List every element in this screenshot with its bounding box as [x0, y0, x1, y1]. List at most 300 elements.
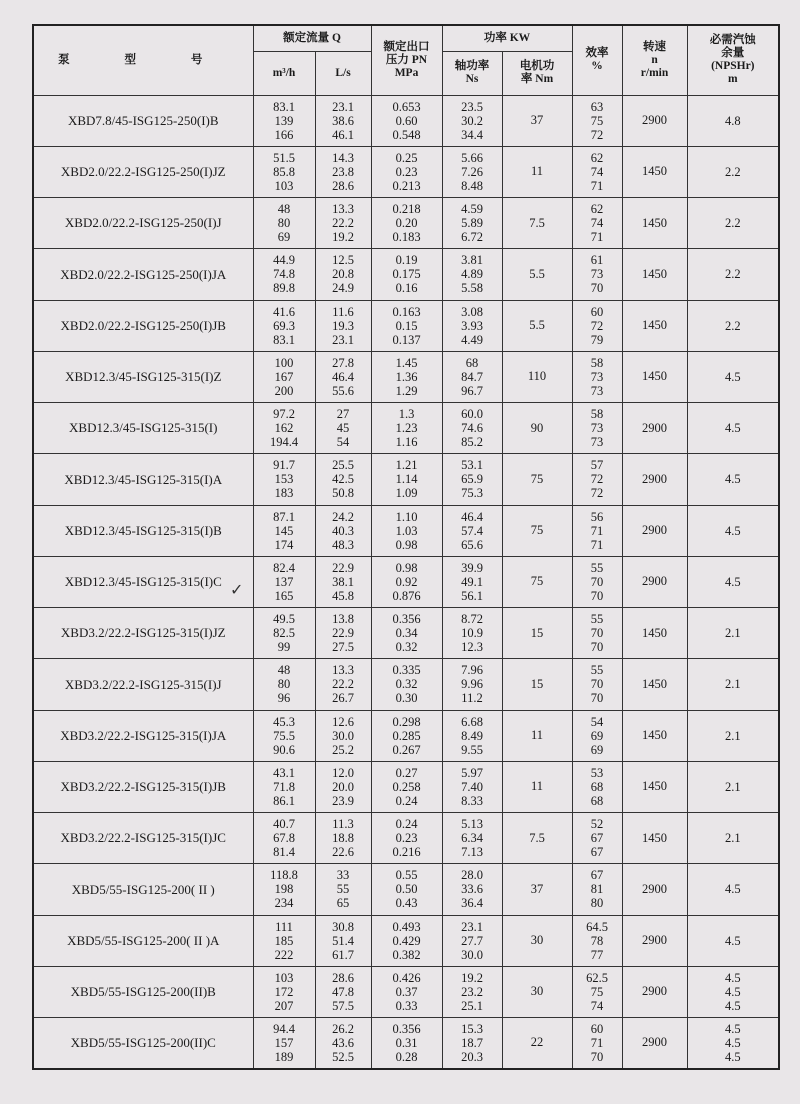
flow-ls-value: 23.8: [332, 164, 354, 179]
flow-ls-cell: [315, 966, 371, 1017]
shaft-power-value: 4.59: [461, 202, 483, 217]
efficiency-value: 64.5: [586, 919, 608, 934]
shaft-power-value: 5.66: [461, 150, 483, 165]
motor-power: 11: [502, 146, 572, 197]
npsh-value: 4.5: [724, 369, 741, 384]
pump-model: XBD7.8/45-ISG125-250(I)B: [33, 95, 253, 146]
shaft-power-cell: [442, 915, 502, 966]
flow-m3h-value: 51.5: [273, 150, 295, 165]
pressure-cell: [371, 659, 442, 710]
pressure-cell: [371, 1018, 442, 1070]
flow-m3h-value: 207: [274, 998, 294, 1013]
table-row: [33, 761, 779, 812]
flow-ls-cell: [315, 915, 371, 966]
flow-ls-value: 22.2: [332, 216, 354, 231]
flow-ls-cell: [315, 249, 371, 300]
npsh-cell: [687, 761, 779, 812]
pressure-cell: [371, 146, 442, 197]
flow-ls-value: 55: [336, 882, 350, 897]
efficiency-value: 58: [590, 355, 604, 370]
flow-m3h-value: 174: [274, 537, 294, 552]
flow-ls-value: 45: [336, 421, 350, 436]
flow-ls-cell: [315, 556, 371, 607]
flow-ls-value: 65: [336, 896, 350, 911]
efficiency-cell: [572, 710, 622, 761]
flow-ls-cell: [315, 403, 371, 454]
pressure-value: 0.55: [395, 868, 418, 883]
pressure-cell: [371, 351, 442, 402]
flow-m3h-value: 189: [274, 1050, 294, 1064]
flow-ls-value: 11.6: [332, 304, 354, 319]
npsh-value: 4.5: [724, 1022, 741, 1036]
pump-spec-table: [32, 24, 780, 1070]
shaft-power-value: 3.93: [461, 318, 483, 333]
shaft-power-cell: [442, 249, 502, 300]
pressure-value: 0.23: [395, 831, 418, 846]
header-efficiency-line: %: [591, 60, 603, 73]
flow-ls-value: 43.6: [332, 1036, 354, 1050]
npsh-value: 2.1: [724, 728, 741, 743]
pressure-value: 1.10: [395, 509, 418, 524]
flow-ls-value: 48.3: [332, 537, 354, 552]
efficiency-value: 74: [590, 164, 604, 179]
efficiency-cell: [572, 966, 622, 1017]
header-speed-line: n: [651, 53, 658, 66]
npsh-cell: [687, 95, 779, 146]
efficiency-value: 55: [590, 663, 604, 678]
flow-m3h-value: 194.4: [269, 435, 299, 450]
flow-ls-value: 19.2: [332, 230, 354, 245]
efficiency-value: 70: [590, 626, 604, 641]
shaft-power-value: 8.49: [461, 728, 483, 743]
pump-model: XBD2.0/22.2-ISG125-250(I)JA: [33, 249, 253, 300]
flow-ls-cell: [315, 198, 371, 249]
efficiency-value: 73: [590, 421, 604, 436]
header-shaft-line: Ns: [465, 73, 479, 85]
flow-ls-value: 55.6: [332, 383, 354, 398]
efficiency-value: 55: [590, 612, 604, 627]
flow-m3h-value: 81.4: [273, 845, 295, 860]
flow-m3h-cell: [253, 915, 315, 966]
header-npsh-line: m: [727, 73, 738, 86]
pressure-value: 0.19: [395, 253, 418, 268]
pressure-value: 0.216: [392, 845, 421, 860]
flow-ls-value: 13.8: [332, 612, 354, 627]
efficiency-value: 71: [590, 178, 604, 193]
flow-m3h-value: 83.1: [273, 332, 295, 347]
motor-power: 37: [502, 95, 572, 146]
flow-ls-value: 27: [336, 407, 350, 422]
pressure-value: 0.426: [392, 970, 421, 985]
npsh-cell: [687, 198, 779, 249]
efficiency-cell: [572, 813, 622, 864]
npsh-value: 4.5: [724, 970, 741, 985]
npsh-cell: [687, 249, 779, 300]
flow-m3h-cell: [253, 300, 315, 351]
flow-m3h-value: 103: [274, 178, 294, 193]
pressure-cell: [371, 813, 442, 864]
speed: 1450: [622, 710, 687, 761]
flow-ls-cell: [315, 351, 371, 402]
header-flow-m3h: m³/h: [253, 51, 315, 95]
flow-m3h-value: 48: [277, 663, 291, 678]
pump-model: XBD2.0/22.2-ISG125-250(I)JB: [33, 300, 253, 351]
header-npsh-line: 余量: [721, 47, 745, 60]
efficiency-value: 54: [590, 714, 604, 729]
shaft-power-value: 33.6: [461, 882, 483, 897]
shaft-power-value: 23.2: [461, 984, 483, 999]
pressure-value: 0.137: [392, 332, 421, 347]
efficiency-cell: [572, 454, 622, 505]
flow-ls-value: 23.1: [332, 99, 354, 114]
npsh-cell: [687, 813, 779, 864]
npsh-value: 2.2: [724, 267, 741, 282]
shaft-power-cell: [442, 95, 502, 146]
npsh-value: 2.2: [724, 164, 741, 179]
shaft-power-value: 25.1: [461, 998, 483, 1013]
efficiency-value: 71: [590, 1036, 604, 1050]
flow-m3h-value: 86.1: [273, 793, 295, 808]
flow-ls-value: 20.8: [332, 267, 354, 282]
shaft-power-value: 10.9: [461, 626, 483, 641]
pressure-value: 0.34: [395, 626, 418, 641]
npsh-value: 4.5: [724, 421, 741, 436]
shaft-power-value: 23.5: [461, 99, 483, 114]
flow-m3h-cell: [253, 505, 315, 556]
pump-model: XBD3.2/22.2-ISG125-315(I)JB: [33, 761, 253, 812]
flow-ls-value: 19.3: [332, 318, 354, 333]
pump-model: XBD5/55-ISG125-200( II )A: [33, 915, 253, 966]
efficiency-value: 57: [590, 458, 604, 473]
pump-model: XBD12.3/45-ISG125-315(I)B: [33, 505, 253, 556]
flow-m3h-value: 100: [274, 355, 294, 370]
header-motor-power: [502, 51, 572, 95]
pressure-value: 0.267: [392, 742, 421, 757]
shaft-power-value: 5.89: [461, 216, 483, 231]
shaft-power-value: 60.0: [461, 407, 483, 422]
shaft-power-cell: [442, 403, 502, 454]
table-row: [33, 146, 779, 197]
pressure-value: 0.298: [392, 714, 421, 729]
shaft-power-value: 34.4: [461, 127, 483, 142]
efficiency-value: 52: [590, 817, 604, 832]
flow-m3h-cell: [253, 198, 315, 249]
flow-ls-cell: [315, 659, 371, 710]
flow-ls-value: 22.9: [332, 626, 354, 641]
flow-m3h-value: 137: [274, 574, 294, 589]
flow-m3h-value: 111: [275, 919, 293, 934]
efficiency-value: 70: [590, 574, 604, 589]
flow-ls-value: 20.0: [332, 779, 354, 794]
flow-m3h-value: 80: [277, 677, 291, 692]
pump-model: XBD5/55-ISG125-200(II)C: [33, 1018, 253, 1070]
flow-ls-value: 51.4: [332, 933, 354, 948]
shaft-power-value: 46.4: [461, 509, 483, 524]
motor-power: 30: [502, 915, 572, 966]
pressure-value: 0.285: [392, 728, 421, 743]
table-row: [33, 505, 779, 556]
shaft-power-value: 3.81: [461, 253, 483, 268]
pressure-value: 0.16: [395, 281, 418, 296]
efficiency-value: 71: [590, 523, 604, 538]
flow-ls-value: 42.5: [332, 472, 354, 487]
flow-m3h-cell: [253, 556, 315, 607]
motor-power: 5.5: [502, 249, 572, 300]
pressure-value: 0.493: [392, 919, 421, 934]
efficiency-value: 70: [590, 677, 604, 692]
flow-m3h-value: 83.1: [273, 99, 295, 114]
npsh-value: 4.5: [724, 472, 741, 487]
efficiency-value: 67: [590, 845, 604, 860]
pump-model: XBD3.2/22.2-ISG125-315(I)JA: [33, 710, 253, 761]
pressure-value: 0.175: [392, 267, 421, 282]
table-row: [33, 454, 779, 505]
flow-m3h-value: 234: [274, 896, 294, 911]
speed: 1450: [622, 146, 687, 197]
table-row: [33, 864, 779, 915]
flow-m3h-value: 40.7: [273, 817, 295, 832]
motor-power: 75: [502, 454, 572, 505]
pressure-value: 0.43: [395, 896, 418, 911]
flow-ls-value: 61.7: [332, 947, 354, 962]
efficiency-value: 69: [590, 728, 604, 743]
npsh-cell: [687, 300, 779, 351]
flow-ls-cell: [315, 505, 371, 556]
shaft-power-value: 23.1: [461, 919, 483, 934]
flow-m3h-cell: [253, 813, 315, 864]
flow-m3h-value: 183: [274, 486, 294, 501]
shaft-power-value: 30.2: [461, 113, 483, 128]
efficiency-value: 70: [590, 281, 604, 296]
shaft-power-value: 19.2: [461, 970, 483, 985]
efficiency-value: 71: [590, 230, 604, 245]
efficiency-value: 70: [590, 588, 604, 603]
table-row: [33, 198, 779, 249]
npsh-value: 2.2: [724, 216, 741, 231]
npsh-value: 4.5: [724, 1050, 741, 1064]
efficiency-cell: [572, 915, 622, 966]
efficiency-value: 73: [590, 435, 604, 450]
header-npsh-line: (NPSHr): [711, 60, 755, 73]
shaft-power-cell: [442, 146, 502, 197]
flow-ls-cell: [315, 95, 371, 146]
efficiency-cell: [572, 556, 622, 607]
efficiency-value: 53: [590, 765, 604, 780]
table-row: [33, 966, 779, 1017]
flow-ls-cell: [315, 300, 371, 351]
pressure-cell: [371, 710, 442, 761]
flow-ls-value: 18.8: [332, 831, 354, 846]
flow-m3h-value: 166: [274, 127, 294, 142]
motor-power: 90: [502, 403, 572, 454]
flow-ls-value: 38.6: [332, 113, 354, 128]
flow-m3h-value: 165: [274, 588, 294, 603]
efficiency-value: 67: [590, 831, 604, 846]
flow-ls-value: 13.3: [332, 663, 354, 678]
flow-ls-value: 26.7: [332, 691, 354, 706]
efficiency-value: 55: [590, 560, 604, 575]
pressure-cell: [371, 915, 442, 966]
efficiency-value: 71: [590, 537, 604, 552]
efficiency-value: 72: [590, 486, 604, 501]
shaft-power-value: 96.7: [461, 383, 483, 398]
flow-m3h-value: 82.4: [273, 560, 295, 575]
shaft-power-value: 68: [465, 355, 479, 370]
flow-ls-value: 47.8: [332, 984, 354, 999]
efficiency-cell: [572, 249, 622, 300]
shaft-power-value: 84.7: [461, 369, 483, 384]
table-row: [33, 659, 779, 710]
shaft-power-cell: [442, 761, 502, 812]
efficiency-value: 68: [590, 779, 604, 794]
flow-m3h-value: 162: [274, 421, 294, 436]
flow-m3h-value: 96: [277, 691, 291, 706]
pressure-value: 0.20: [395, 216, 418, 231]
shaft-power-value: 75.3: [461, 486, 483, 501]
efficiency-cell: [572, 864, 622, 915]
pressure-value: 1.23: [395, 421, 418, 436]
table-row: [33, 915, 779, 966]
pressure-cell: [371, 505, 442, 556]
flow-m3h-value: 99: [277, 640, 291, 655]
flow-m3h-value: 48: [277, 202, 291, 217]
efficiency-value: 63: [590, 99, 604, 114]
shaft-power-value: 7.40: [461, 779, 483, 794]
efficiency-value: 78: [590, 933, 604, 948]
motor-power: 75: [502, 505, 572, 556]
header-shaft-line: 轴功率: [454, 60, 490, 72]
flow-m3h-cell: [253, 403, 315, 454]
npsh-cell: [687, 556, 779, 607]
shaft-power-value: 30.0: [461, 947, 483, 962]
table-row: [33, 556, 779, 607]
flow-m3h-value: 44.9: [273, 253, 295, 268]
flow-ls-cell: [315, 146, 371, 197]
flow-m3h-cell: [253, 710, 315, 761]
efficiency-cell: [572, 351, 622, 402]
flow-ls-value: 11.3: [332, 817, 354, 832]
flow-m3h-value: 69.3: [273, 318, 295, 333]
pump-model: XBD2.0/22.2-ISG125-250(I)JZ: [33, 146, 253, 197]
shaft-power-cell: [442, 300, 502, 351]
pressure-value: 0.98: [395, 537, 418, 552]
flow-m3h-value: 153: [274, 472, 294, 487]
pressure-value: 0.28: [395, 1050, 418, 1064]
flow-m3h-value: 71.8: [273, 779, 295, 794]
efficiency-value: 74: [590, 216, 604, 231]
efficiency-cell: [572, 95, 622, 146]
npsh-cell: [687, 915, 779, 966]
shaft-power-cell: [442, 864, 502, 915]
shaft-power-cell: [442, 505, 502, 556]
flow-ls-value: 12.0: [332, 765, 354, 780]
efficiency-value: 60: [590, 1022, 604, 1036]
flow-ls-value: 45.8: [332, 588, 354, 603]
npsh-cell: [687, 146, 779, 197]
pump-model: XBD12.3/45-ISG125-315(I)Z: [33, 351, 253, 402]
flow-ls-value: 28.6: [332, 970, 354, 985]
shaft-power-value: 18.7: [461, 1036, 483, 1050]
efficiency-value: 70: [590, 640, 604, 655]
npsh-cell: [687, 505, 779, 556]
efficiency-value: 68: [590, 793, 604, 808]
pressure-value: 0.258: [392, 779, 421, 794]
flow-ls-value: 40.3: [332, 523, 354, 538]
efficiency-value: 58: [590, 407, 604, 422]
flow-m3h-value: 45.3: [273, 714, 295, 729]
header-pressure-line: 压力 PN: [385, 53, 428, 66]
shaft-power-value: 28.0: [461, 868, 483, 883]
pressure-cell: [371, 454, 442, 505]
shaft-power-value: 9.55: [461, 742, 483, 757]
pump-model: XBD3.2/22.2-ISG125-315(I)J: [33, 659, 253, 710]
flow-m3h-cell: [253, 146, 315, 197]
header-npsh: [687, 25, 779, 95]
pressure-value: 1.09: [395, 486, 418, 501]
pump-model: XBD3.2/22.2-ISG125-315(I)JZ: [33, 608, 253, 659]
shaft-power-value: 74.6: [461, 421, 483, 436]
table-row: [33, 351, 779, 402]
npsh-value: 4.5: [724, 1036, 741, 1050]
pressure-value: 0.30: [395, 691, 418, 706]
shaft-power-cell: [442, 198, 502, 249]
pressure-cell: [371, 300, 442, 351]
flow-m3h-value: 185: [274, 933, 294, 948]
shaft-power-value: 20.3: [461, 1050, 483, 1064]
efficiency-value: 72: [590, 127, 604, 142]
flow-ls-value: 50.8: [332, 486, 354, 501]
pressure-cell: [371, 966, 442, 1017]
speed: 2900: [622, 95, 687, 146]
table-row: [33, 95, 779, 146]
pressure-value: 0.15: [395, 318, 418, 333]
flow-ls-value: 54: [336, 435, 350, 450]
shaft-power-value: 85.2: [461, 435, 483, 450]
npsh-value: 2.1: [724, 626, 741, 641]
npsh-cell: [687, 403, 779, 454]
flow-ls-value: 27.8: [332, 355, 354, 370]
pressure-value: 1.14: [395, 472, 418, 487]
pressure-value: 0.24: [395, 817, 418, 832]
flow-m3h-value: 41.6: [273, 304, 295, 319]
npsh-value: 4.8: [724, 113, 741, 128]
shaft-power-value: 49.1: [461, 574, 483, 589]
motor-power: 11: [502, 761, 572, 812]
shaft-power-value: 7.13: [461, 845, 483, 860]
pressure-value: 0.32: [395, 640, 418, 655]
npsh-cell: [687, 1018, 779, 1070]
shaft-power-value: 36.4: [461, 896, 483, 911]
header-speed: [622, 25, 687, 95]
flow-ls-value: 30.8: [332, 919, 354, 934]
flow-m3h-cell: [253, 454, 315, 505]
shaft-power-cell: [442, 710, 502, 761]
shaft-power-value: 56.1: [461, 588, 483, 603]
flow-m3h-value: 91.7: [273, 458, 295, 473]
flow-ls-cell: [315, 761, 371, 812]
pressure-cell: [371, 249, 442, 300]
flow-m3h-value: 200: [274, 383, 294, 398]
flow-m3h-value: 43.1: [273, 765, 295, 780]
efficiency-value: 70: [590, 1050, 604, 1064]
flow-m3h-cell: [253, 966, 315, 1017]
table-row: [33, 1018, 779, 1070]
flow-ls-value: 33: [336, 868, 350, 883]
flow-ls-value: 24.2: [332, 509, 354, 524]
shaft-power-value: 7.96: [461, 663, 483, 678]
flow-m3h-value: 82.5: [273, 626, 295, 641]
flow-m3h-value: 49.5: [273, 612, 295, 627]
